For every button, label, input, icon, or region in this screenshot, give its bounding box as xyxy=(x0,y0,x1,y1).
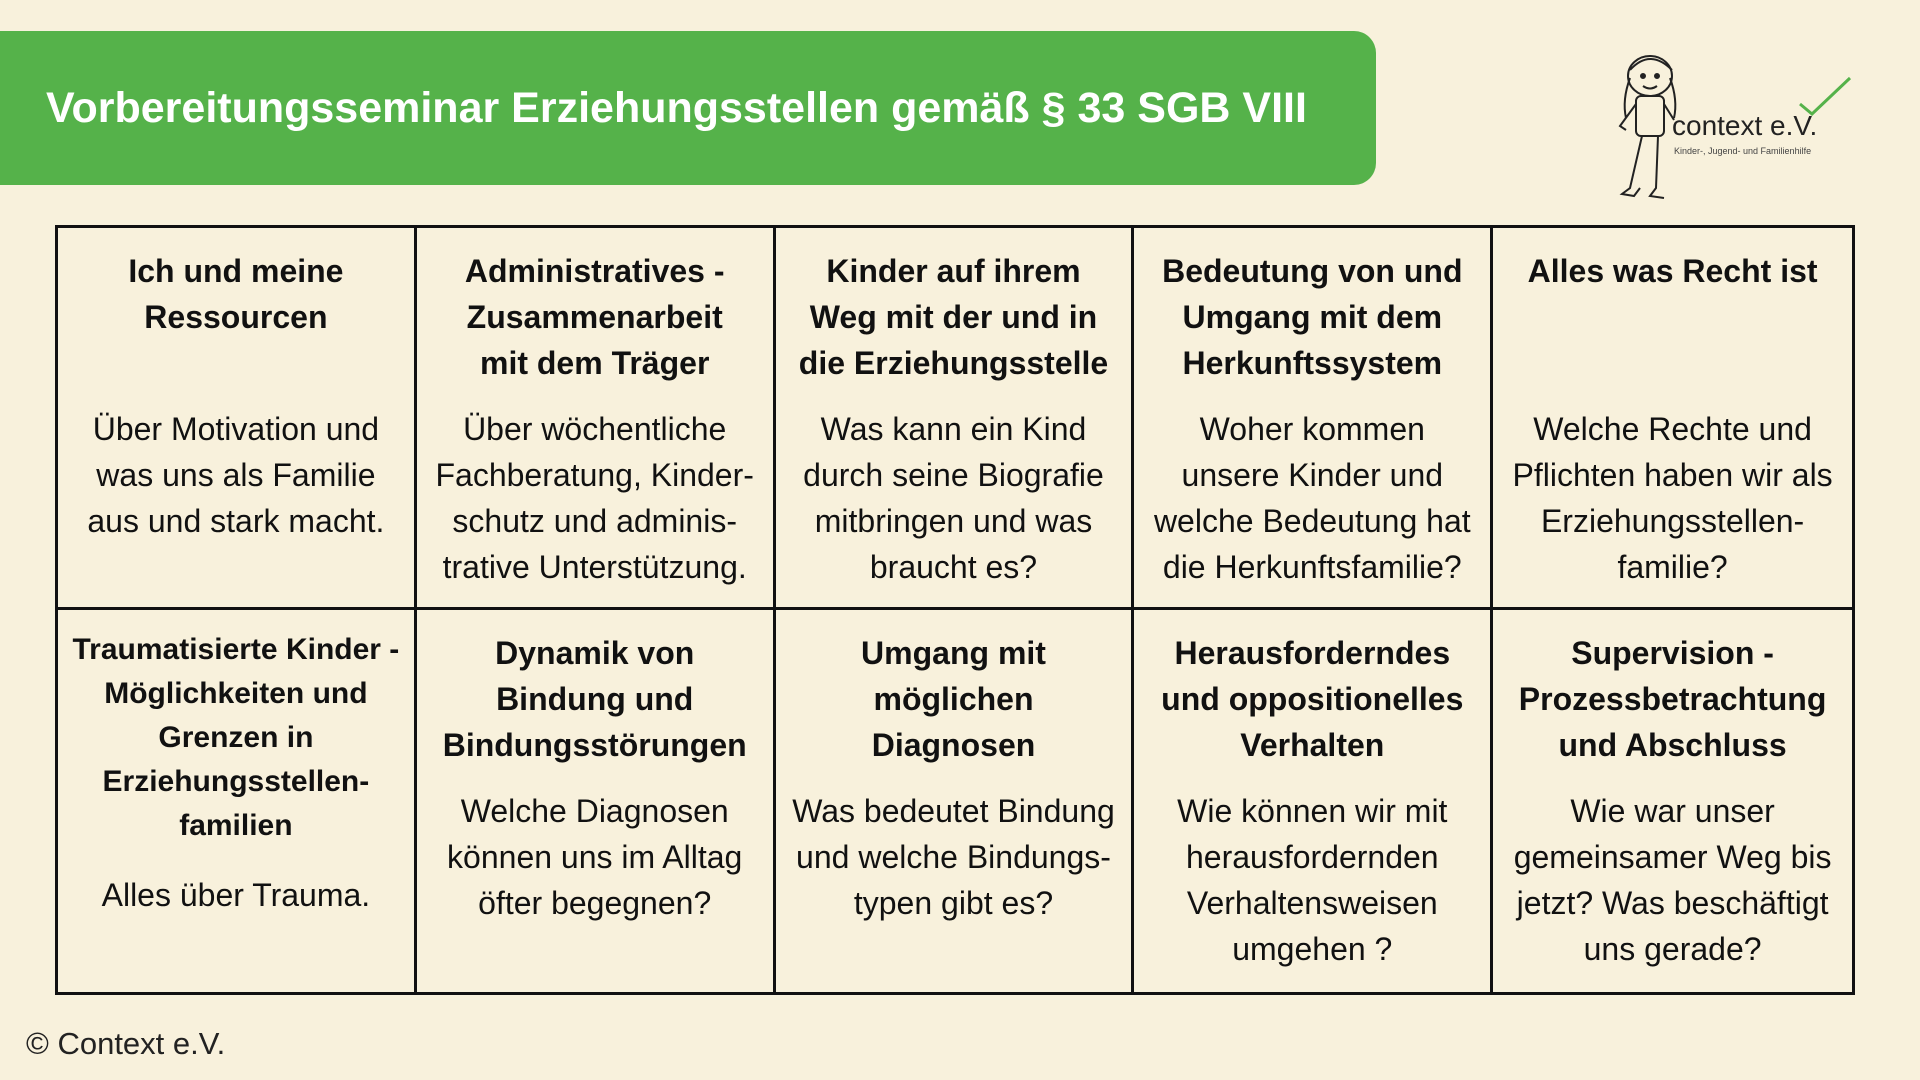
context-logo xyxy=(1600,48,1860,208)
topic-description: Welche Rechte und Pflichten haben wir als Erziehungsstellen- familie? xyxy=(1512,411,1833,585)
topic-description: Welche Diagnosen können uns im Alltag öfter begegnen? xyxy=(447,793,743,921)
topic-cell xyxy=(1493,228,1852,610)
topic-heading: Kinder auf ihrem Weg mit der und in die Erziehungsstelle xyxy=(798,253,1109,381)
topic-heading: Dynamik von Bindung und Bindungsstörungen xyxy=(442,635,747,763)
topic-heading: Ich und meine Ressourcen xyxy=(128,253,344,335)
topic-description: Alles über Trauma. xyxy=(101,877,371,913)
topic-heading: Umgang mit möglichen Diagnosen xyxy=(861,635,1046,763)
topic-heading: Alles was Recht ist xyxy=(1527,253,1818,289)
topic-cell xyxy=(417,228,776,610)
seminar-topics-grid xyxy=(55,225,1855,995)
topic-description: Wie können wir mit herausfordernden Verhaltensweisen umgehen ? xyxy=(1177,793,1448,967)
topic-description: Woher kommen unsere Kinder und welche Bedeutung hat die Herkunftsfamilie? xyxy=(1153,411,1471,585)
topic-cell xyxy=(58,610,417,992)
topic-cell xyxy=(1134,610,1493,992)
topic-description: Wie war unser gemeinsamer Weg bis jetzt? Was beschäftigt uns gerade? xyxy=(1513,793,1832,967)
topic-heading: Supervision - Prozessbetrachtung und Abschluss xyxy=(1518,635,1827,763)
topic-cell xyxy=(776,610,1135,992)
topic-cell xyxy=(1134,228,1493,610)
topic-description: Was bedeutet Bindung und welche Bindungs- typen gibt es? xyxy=(792,793,1115,921)
logo-name: context e.V. xyxy=(1672,110,1818,141)
topic-heading: Bedeutung von und Umgang mit dem Herkunftssystem xyxy=(1162,253,1463,381)
logo-tagline: Kinder-, Jugend- und Familienhilfe xyxy=(1674,146,1812,156)
topic-description: Über Motivation und was uns als Familie aus und stark macht. xyxy=(87,411,385,539)
topic-heading: Traumatisierte Kinder - Möglichkeiten und Grenzen in Erziehungsstellen- familien xyxy=(72,633,400,842)
title-banner xyxy=(0,31,1376,185)
topic-description: Was kann ein Kind durch seine Biografie mitbringen und was braucht es? xyxy=(803,411,1104,585)
topic-cell xyxy=(1493,610,1852,992)
topic-cell xyxy=(417,610,776,992)
topic-heading: Administratives - Zusammenarbeit mit dem Träger xyxy=(464,253,725,381)
topic-heading: Herausforderndes und oppositionelles Verhalten xyxy=(1161,635,1464,763)
topic-description: Über wöchentliche Fachberatung, Kinder- schutz und adminis- trative Unterstützung. xyxy=(435,411,754,585)
topic-cell xyxy=(776,228,1135,610)
page-title: Vorbereitungsseminar Erziehungsstellen gemäß § 33 SGB VIII xyxy=(46,83,1307,132)
copyright-notice: © Context e.V. xyxy=(26,1026,226,1061)
topic-cell xyxy=(58,228,417,610)
